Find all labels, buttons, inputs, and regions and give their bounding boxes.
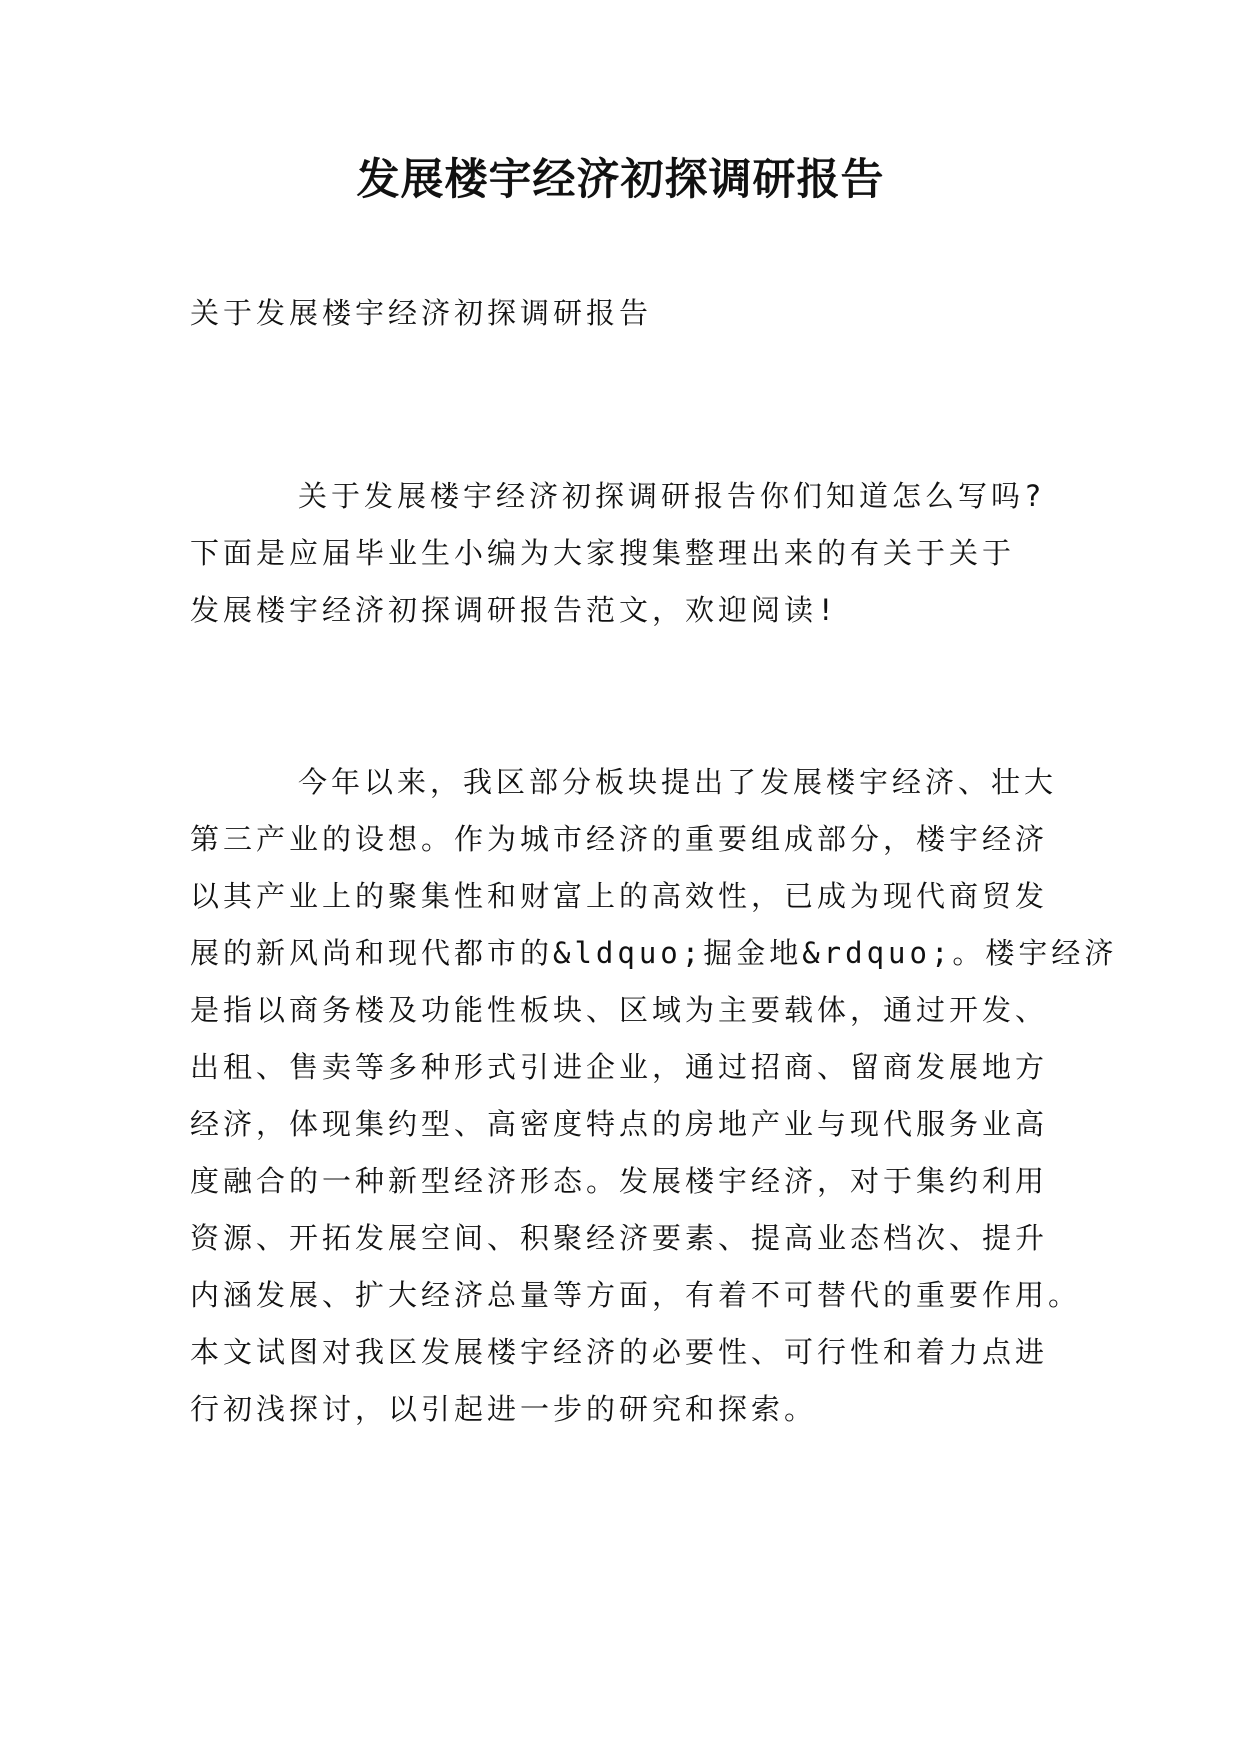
- paragraph-line: 本文试图对我区发展楼宇经济的必要性、可行性和着力点进: [190, 1335, 1049, 1369]
- paragraph-line: 第三产业的设想。作为城市经济的重要组成部分，楼宇经济: [190, 822, 1049, 856]
- document-title: 发展楼宇经济初探调研报告: [356, 155, 885, 205]
- body-paragraph: [190, 754, 1118, 1438]
- paragraph-line: 资源、开拓发展空间、积聚经济要素、提高业态档次、提升: [190, 1221, 1049, 1255]
- paragraph-line: 内涵发展、扩大经济总量等方面，有着不可替代的重要作用。: [190, 1278, 1082, 1312]
- paragraph-line: 经济，体现集约型、高密度特点的房地产业与现代服务业高: [190, 1107, 1049, 1141]
- paragraph-line: 下面是应届毕业生小编为大家搜集整理出来的有关于关于: [190, 536, 1016, 570]
- paragraph-line: 关于发展楼宇经济初探调研报告你们知道怎么写吗?: [298, 479, 1046, 513]
- paragraph-line: 度融合的一种新型经济形态。发展楼宇经济，对于集约利用: [190, 1164, 1049, 1198]
- intro-paragraph: [190, 468, 1070, 639]
- paragraph-line: 展的新风尚和现代都市的&ldquo;掘金地&rdquo;。楼宇经济: [190, 936, 1118, 970]
- paragraph-line: 以其产业上的聚集性和财富上的高效性，已成为现代商贸发: [190, 879, 1049, 913]
- paragraph-line: 行初浅探讨，以引起进一步的研究和探索。: [190, 1392, 818, 1426]
- document-subtitle: 关于发展楼宇经济初探调研报告: [190, 296, 653, 330]
- paragraph-line: 出租、售卖等多种形式引进企业，通过招商、留商发展地方: [190, 1050, 1049, 1084]
- paragraph-line: 是指以商务楼及功能性板块、区域为主要载体，通过开发、: [190, 993, 1049, 1027]
- paragraph-line: 发展楼宇经济初探调研报告范文，欢迎阅读!: [190, 593, 839, 627]
- paragraph-line: 今年以来，我区部分板块提出了发展楼宇经济、壮大: [298, 765, 1058, 799]
